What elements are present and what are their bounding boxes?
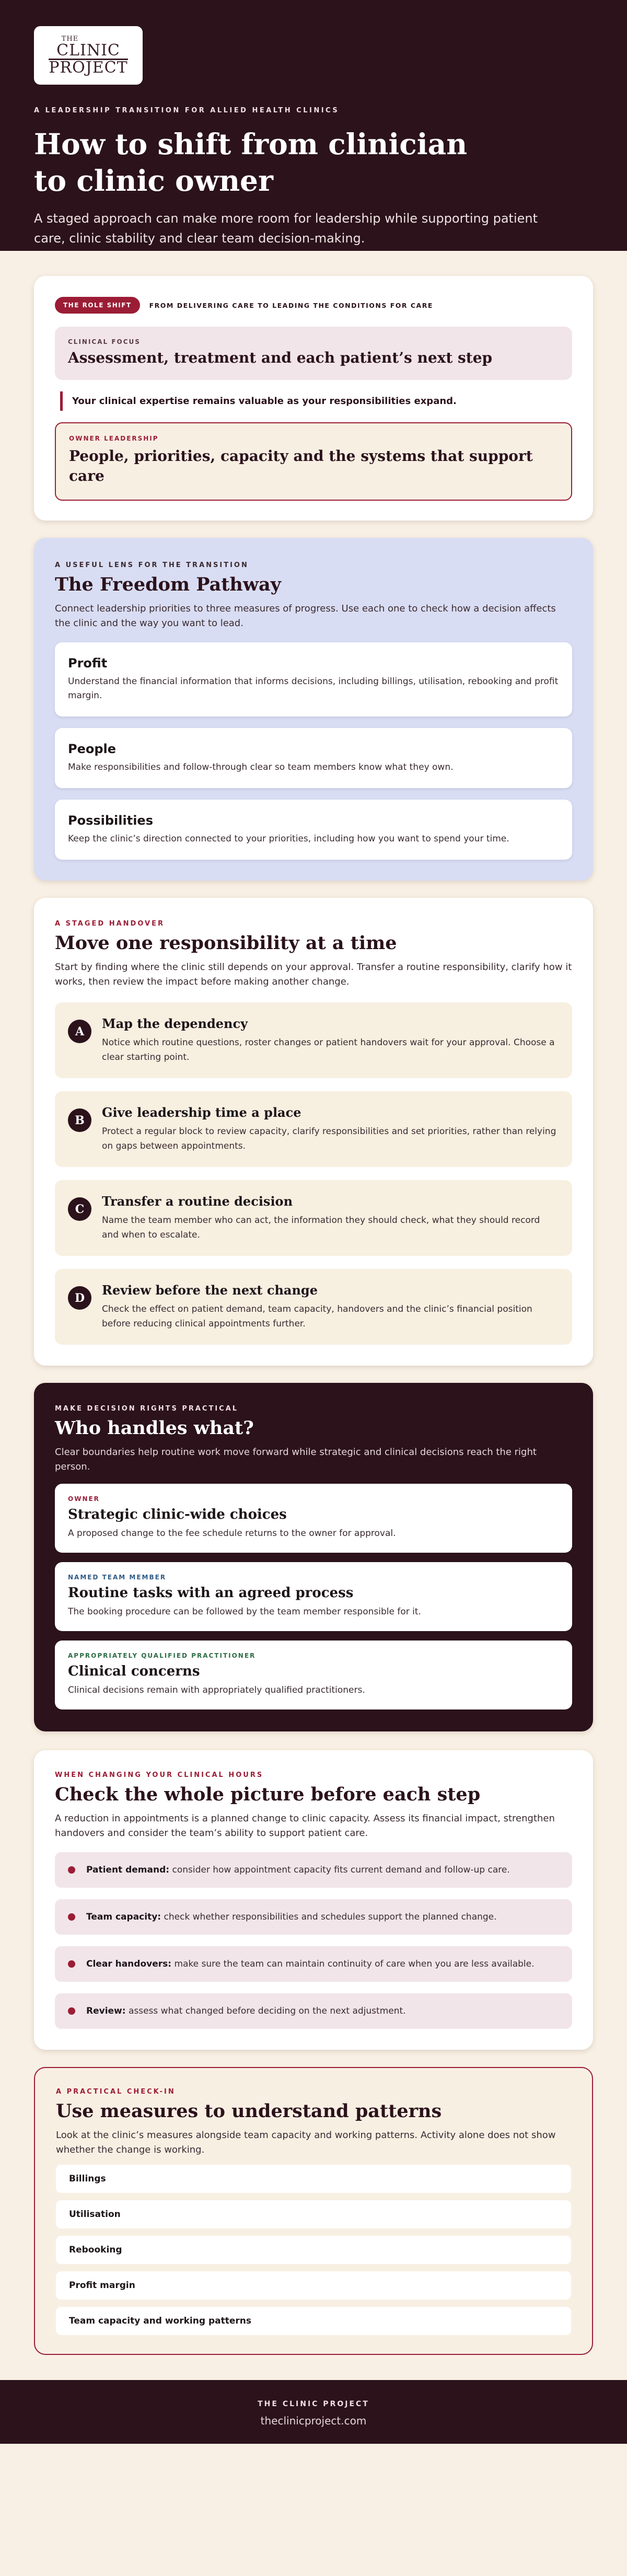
clinical-hours-section	[34, 1750, 593, 2050]
role-shift-quote: Your clinical expertise remains valuable as your responsibilities expand.	[60, 391, 572, 411]
step-title: Give leadership time a place	[102, 1105, 301, 1120]
check-item	[55, 1852, 572, 1888]
who-card-practitioner	[55, 1641, 572, 1709]
decision-rights-section	[34, 1383, 593, 1731]
step-desc: Notice which routine questions, roster changes or patient handovers wait for your approval. Choose a clear starting point.	[102, 1037, 555, 1062]
freedom-card-desc: Understand the financial information that informs decisions, including billings, utilisation, rebooking and profit margin.	[68, 676, 559, 701]
step-badge: B	[68, 1108, 91, 1132]
freedom-card-people	[55, 728, 572, 788]
who-eyebrow: MAKE DECISION RIGHTS PRACTICAL	[55, 1405, 239, 1413]
who-card-title: Clinical concerns	[68, 1664, 200, 1679]
check-intro: A reduction in appointments is a planned change to clinic capacity. Assess its financial impact, strengthen handovers and consider the team’s ability to support patient care.	[55, 1813, 555, 1839]
check-item-text: consider how appointment capacity fits current demand and follow-up care.	[169, 1865, 510, 1875]
step-badge: D	[68, 1286, 91, 1310]
page-footer	[0, 2380, 627, 2444]
measure-item: Utilisation	[56, 2200, 571, 2228]
measure-item: Billings	[56, 2165, 571, 2193]
freedom-card-possibilities	[55, 800, 572, 860]
measure-item: Team capacity and working patterns	[56, 2307, 571, 2335]
step-desc: Check the effect on patient demand, team capacity, handovers and the clinic’s financial position before reducing clinical appointments further.	[102, 1304, 532, 1329]
measures-eyebrow: A PRACTICAL CHECK-IN	[56, 2088, 176, 2096]
page-title-line2: to clinic owner	[34, 164, 274, 198]
staged-eyebrow: A STAGED HANDOVER	[55, 920, 165, 928]
step-badge: C	[68, 1197, 91, 1221]
role-shift-note: FROM DELIVERING CARE TO LEADING THE CONDITIONS FOR CARE	[149, 301, 433, 309]
staged-title: Move one responsibility at a time	[55, 932, 397, 954]
who-card-title: Routine tasks with an agreed process	[68, 1585, 354, 1601]
staged-intro: Start by finding where the clinic still depends on your approval. Transfer a routine responsibility, clarify how it works, then review the impact before making another change.	[55, 962, 572, 987]
footer-url-link[interactable]: theclinicproject.com	[260, 2415, 367, 2427]
freedom-title: The Freedom Pathway	[55, 574, 282, 595]
bullet-dot-icon	[68, 1960, 75, 1968]
clinical-focus-card	[55, 327, 572, 380]
step-title: Review before the next change	[102, 1283, 318, 1298]
freedom-card-profit	[55, 642, 572, 717]
step-b	[55, 1091, 572, 1167]
page-title	[34, 126, 593, 199]
who-card-owner	[55, 1484, 572, 1553]
check-item	[55, 1946, 572, 1982]
who-card-desc: Clinical decisions remain with appropriately qualified practitioners.	[68, 1685, 365, 1695]
check-item-text: assess what changed before deciding on the next adjustment.	[125, 2006, 406, 2016]
who-card-team-member	[55, 1562, 572, 1631]
step-badge: A	[68, 1020, 91, 1043]
hero-header	[0, 0, 627, 251]
who-card-title: Strategic clinic-wide choices	[68, 1507, 287, 1522]
bullet-dot-icon	[68, 1913, 75, 1921]
owner-leadership-title: People, priorities, capacity and the systems that support care	[69, 447, 533, 484]
staged-handover-section	[34, 898, 593, 1366]
freedom-card-desc: Make responsibilities and follow-through clear so team members know what they own.	[68, 762, 454, 772]
measure-item: Rebooking	[56, 2236, 571, 2264]
bullet-dot-icon	[68, 1866, 75, 1874]
freedom-pathway-section	[34, 538, 593, 881]
clinic-project-logo[interactable]	[34, 26, 143, 85]
role-shift-pill: THE ROLE SHIFT	[55, 297, 140, 314]
freedom-card-title: Possibilities	[68, 813, 153, 828]
check-item	[55, 1899, 572, 1935]
who-intro: Clear boundaries help routine work move forward while strategic and clinical decisions reach the right person.	[55, 1447, 537, 1472]
role-shift-section	[34, 276, 593, 521]
step-title: Transfer a routine decision	[102, 1194, 293, 1209]
check-item	[55, 1993, 572, 2029]
hero-lead: A staged approach can make more room for leadership while supporting patient care, clinic stability and clear team decision-making.	[34, 211, 538, 246]
check-eyebrow: WHEN CHANGING YOUR CLINICAL HOURS	[55, 1771, 264, 1779]
who-card-tag: NAMED TEAM MEMBER	[68, 1574, 167, 1581]
logo-line2: PROJECT	[49, 58, 128, 77]
check-title: Check the whole picture before each step	[55, 1784, 481, 1805]
bullet-dot-icon	[68, 2007, 75, 2015]
measures-intro: Look at the clinic’s measures alongside team capacity and working patterns. Activity alone does not show whether the change is working.	[56, 2130, 556, 2155]
logo-line1: CLINIC	[56, 41, 120, 60]
check-item-text: check whether responsibilities and schedules support the planned change.	[161, 1912, 497, 1922]
measures-title: Use measures to understand patterns	[56, 2100, 442, 2122]
page-title-line1: How to shift from clinician	[34, 127, 468, 161]
measure-item: Profit margin	[56, 2271, 571, 2300]
freedom-card-desc: Keep the clinic’s direction connected to your priorities, including how you want to spend your time.	[68, 834, 509, 844]
freedom-eyebrow: A USEFUL LENS FOR THE TRANSITION	[55, 561, 249, 569]
step-desc: Name the team member who can act, the information they should check, what they should record and when to escalate.	[102, 1215, 540, 1240]
step-a	[55, 1002, 572, 1078]
step-d	[55, 1269, 572, 1345]
check-item-label: Team capacity:	[86, 1912, 161, 1922]
check-item-label: Clear handovers:	[86, 1959, 172, 1969]
check-item-text: make sure the team can maintain continuity of care when you are less available.	[171, 1959, 535, 1969]
who-title: Who handles what?	[55, 1417, 254, 1439]
clinical-focus-tag: CLINICAL FOCUS	[68, 338, 141, 345]
step-desc: Protect a regular block to review capacity, clarify responsibilities and set priorities, rather than relying on gaps between appointments.	[102, 1126, 556, 1151]
who-card-tag: OWNER	[68, 1495, 100, 1503]
logo-the: THE	[61, 34, 79, 43]
check-item-label: Review:	[86, 2006, 126, 2016]
footer-brand: THE CLINIC PROJECT	[258, 2400, 369, 2408]
owner-leadership-tag: OWNER LEADERSHIP	[69, 435, 159, 442]
freedom-intro: Connect leadership priorities to three measures of progress. Use each one to check how a decision affects the clinic and the way you want to lead.	[55, 603, 556, 629]
who-card-desc: A proposed change to the fee schedule returns to the owner for approval.	[68, 1528, 396, 1539]
freedom-card-title: Profit	[68, 656, 108, 671]
hero-eyebrow: A LEADERSHIP TRANSITION FOR ALLIED HEALTH CLINICS	[34, 107, 340, 114]
who-card-tag: APPROPRIATELY QUALIFIED PRACTITIONER	[68, 1652, 256, 1659]
check-item-label: Patient demand:	[86, 1865, 170, 1875]
step-c	[55, 1180, 572, 1256]
who-card-desc: The booking procedure can be followed by the team member responsible for it.	[68, 1607, 421, 1617]
clinical-focus-title: Assessment, treatment and each patient’s next step	[68, 349, 493, 366]
step-title: Map the dependency	[102, 1016, 248, 1031]
owner-leadership-card	[55, 422, 572, 501]
freedom-card-title: People	[68, 742, 117, 756]
measures-section	[34, 2067, 593, 2355]
